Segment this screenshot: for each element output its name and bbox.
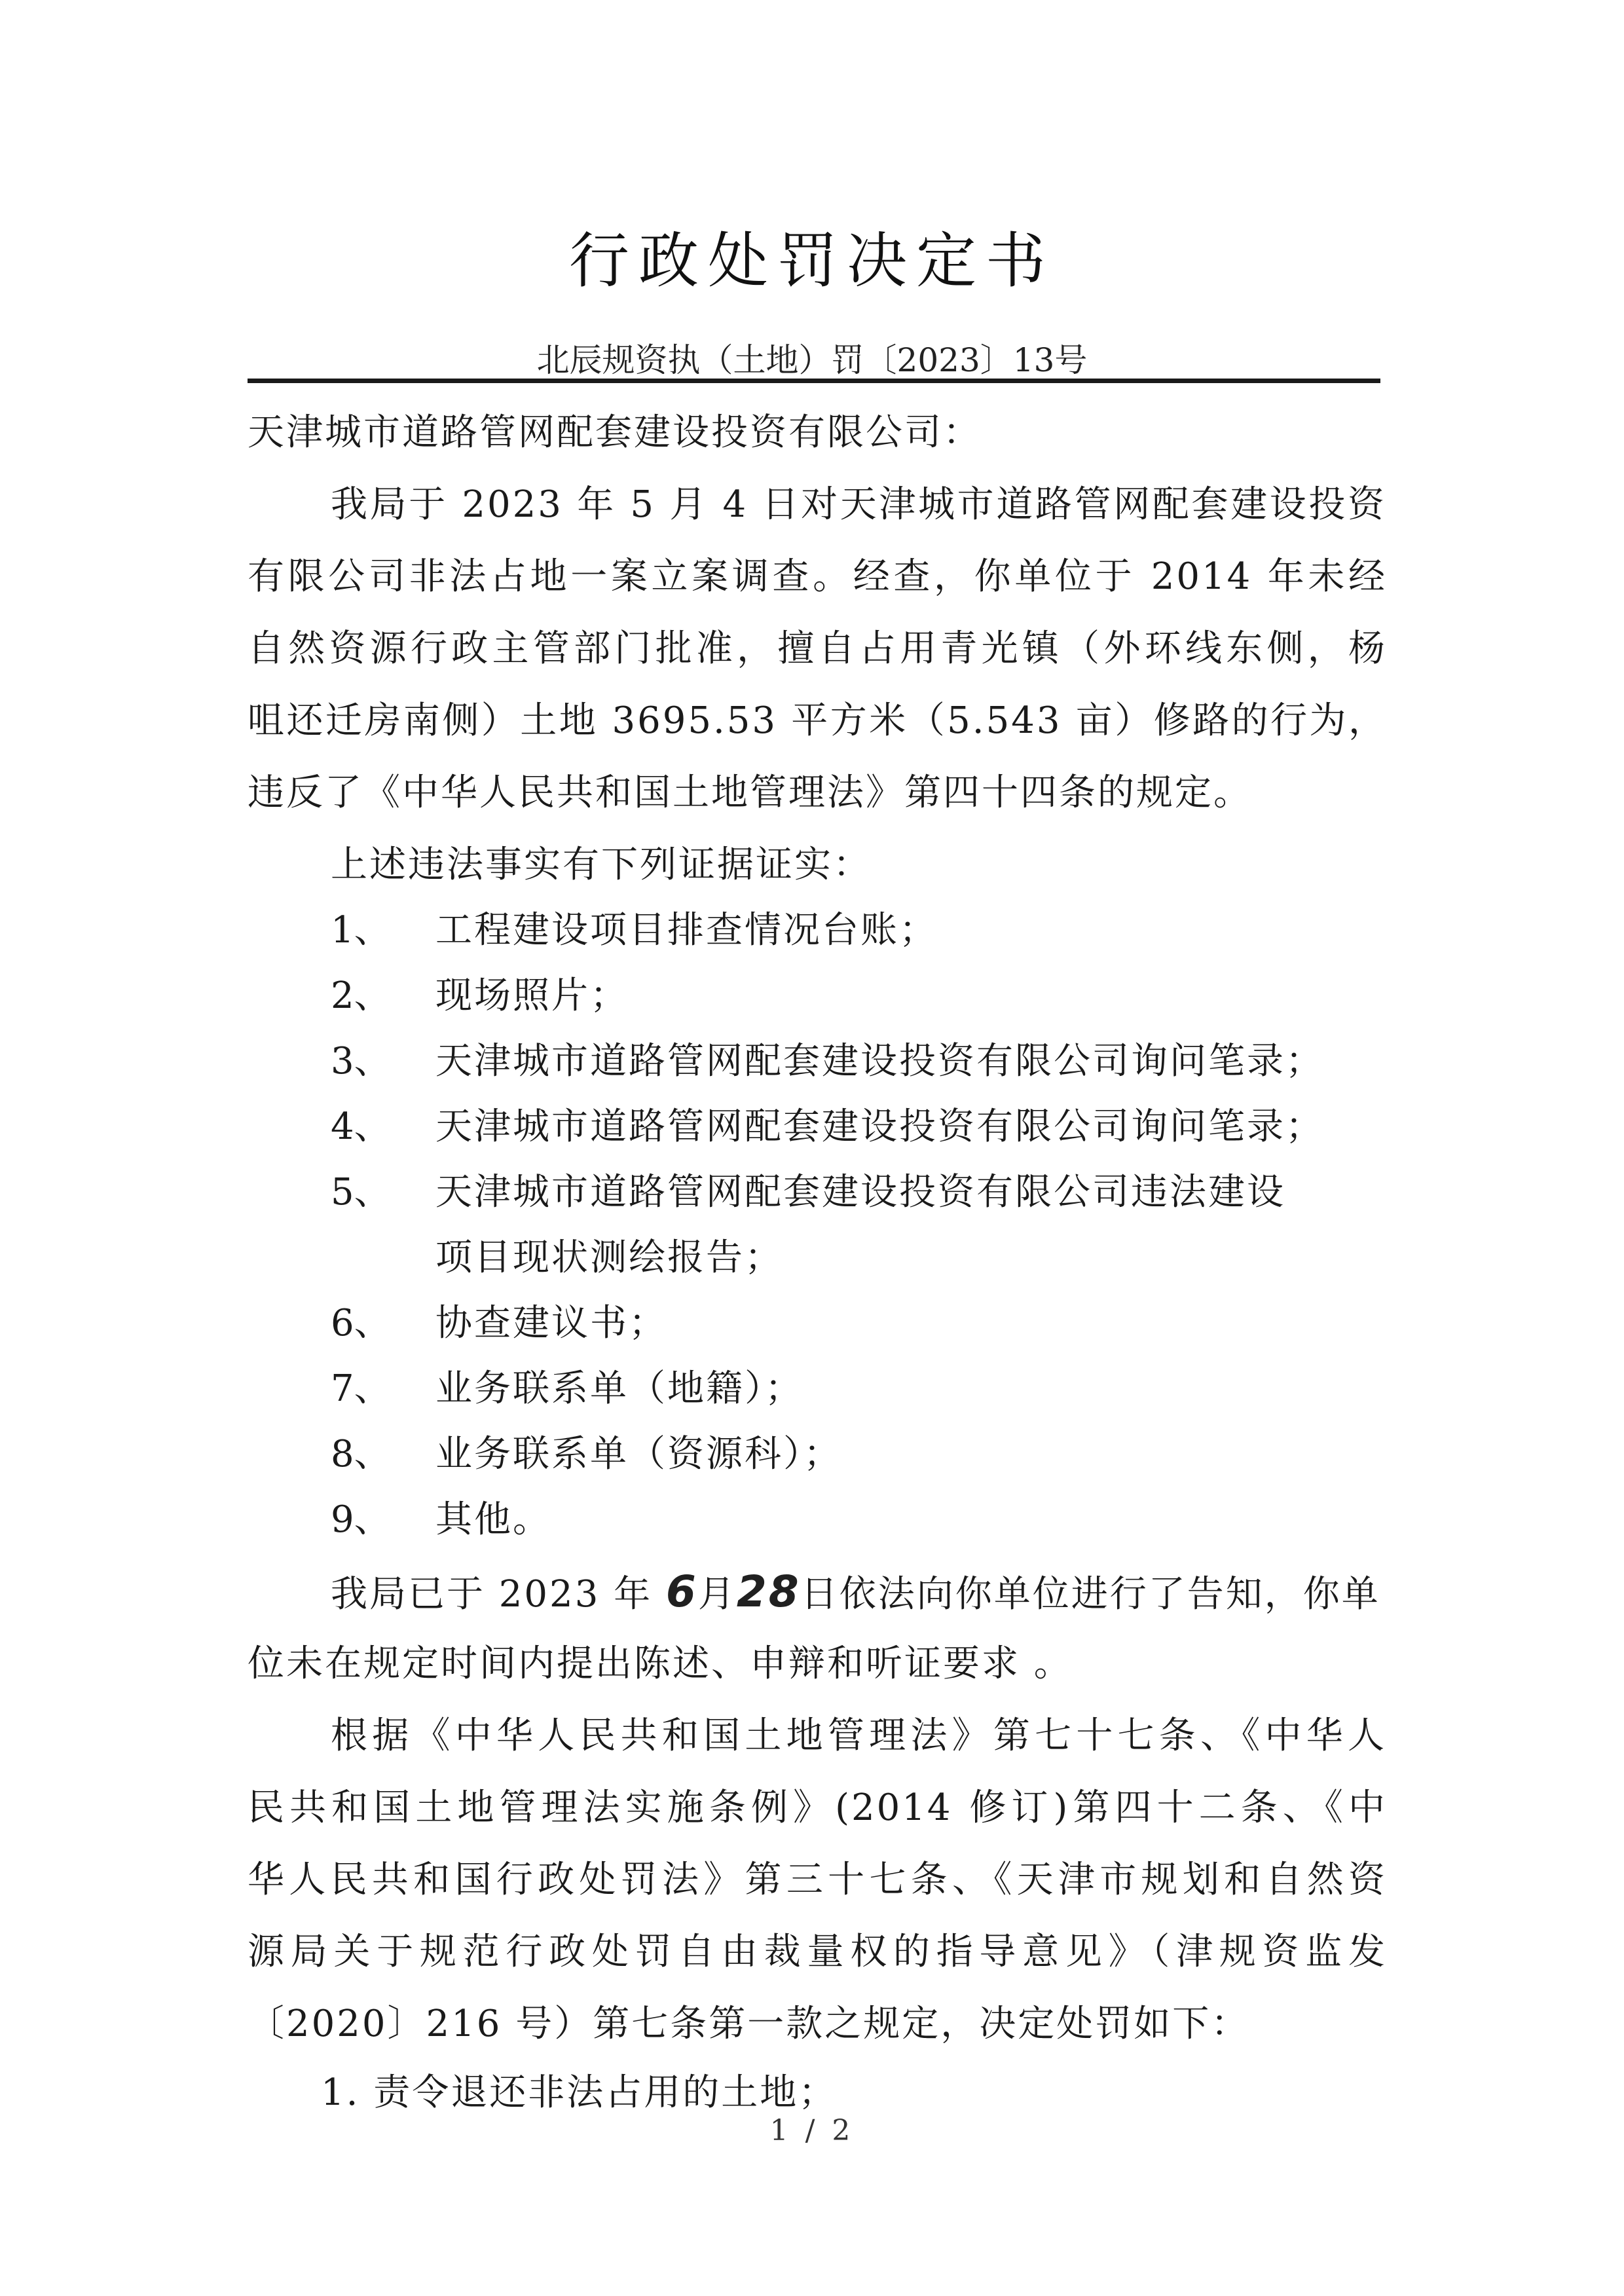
basis-line: 源局关于规范行政处罚自由裁量权的指导意见》（津规资监发 bbox=[248, 1931, 1387, 1973]
document-title: 行政处罚决定书 bbox=[568, 226, 1055, 296]
notice-prefix: 我局已于 2023 年 bbox=[331, 1573, 666, 1616]
page-number: 1 / 2 bbox=[769, 2114, 855, 2147]
evidence-number: 8、 bbox=[331, 1433, 391, 1475]
evidence-number: 4、 bbox=[331, 1105, 391, 1148]
evidence-item: 协查建议书； bbox=[435, 1302, 667, 1344]
paragraph-line: 违反了《中华人民共和国土地管理法》第四十四条的规定。 bbox=[248, 771, 1252, 814]
evidence-number: 3、 bbox=[331, 1040, 391, 1083]
addressee: 天津城市道路管网配套建设投资有限公司： bbox=[248, 411, 982, 454]
evidence-number: 9、 bbox=[331, 1498, 391, 1541]
header-rule bbox=[248, 379, 1380, 383]
evidence-intro: 上述违法事实有下列证据证实： bbox=[331, 843, 872, 886]
evidence-number: 6、 bbox=[331, 1302, 391, 1344]
paragraph-line: 我局于 2023 年 5 月 4 日对天津城市道路管网配套建设投资 bbox=[331, 483, 1386, 526]
evidence-item: 现场照片； bbox=[435, 974, 629, 1017]
handwritten-month: 6 bbox=[665, 1566, 698, 1617]
basis-line: 民共和国土地管理法实施条例》(2014 修订)第四十二条、《中 bbox=[248, 1787, 1387, 1829]
evidence-number: 2、 bbox=[331, 974, 391, 1017]
paragraph-line: 咀还迁房南侧）土地 3695.53 平方米（5.543 亩）修路的行为， bbox=[248, 699, 1387, 742]
evidence-item: 天津城市道路管网配套建设投资有限公司询问笔录； bbox=[435, 1105, 1324, 1148]
penalty-item: 1. 责令退还非法占用的土地； bbox=[321, 2071, 838, 2114]
notice-month-char: 月 bbox=[697, 1573, 737, 1616]
evidence-number: 5、 bbox=[331, 1171, 391, 1213]
document-number: 北辰规资执（土地）罚〔2023〕13号 bbox=[536, 341, 1088, 379]
notice-line-2: 位未在规定时间内提出陈述、申辩和听证要求 。 bbox=[248, 1642, 1073, 1685]
evidence-item: 业务联系单（资源科）； bbox=[435, 1433, 842, 1475]
evidence-item: 其他。 bbox=[435, 1498, 551, 1541]
notice-suffix: 日依法向你单位进行了告知，你单 bbox=[800, 1573, 1380, 1616]
basis-line: 〔2020〕216 号）第七条第一款之规定，决定处罚如下： bbox=[248, 2003, 1250, 2045]
evidence-item: 业务联系单（地籍）； bbox=[435, 1367, 803, 1410]
handwritten-day: 28 bbox=[736, 1566, 801, 1617]
paragraph-line: 有限公司非法占地一案立案调查。经查，你单位于 2014 年未经 bbox=[248, 555, 1387, 598]
basis-line: 根据《中华人民共和国土地管理法》第七十七条、《中华人 bbox=[331, 1714, 1386, 1757]
evidence-item: 天津城市道路管网配套建设投资有限公司询问笔录； bbox=[435, 1040, 1324, 1083]
evidence-number: 1、 bbox=[331, 909, 391, 952]
paragraph-line: 自然资源行政主管部门批准，擅自占用青光镇（外环线东侧，杨 bbox=[248, 627, 1387, 670]
evidence-item: 工程建设项目排查情况台账； bbox=[435, 909, 938, 952]
notice-line bbox=[331, 1568, 1470, 1618]
basis-line: 华人民共和国行政处罚法》第三十七条、《天津市规划和自然资 bbox=[248, 1859, 1387, 1901]
evidence-item-continued: 项目现状测绘报告； bbox=[435, 1236, 783, 1279]
evidence-item: 天津城市道路管网配套建设投资有限公司违法建设 bbox=[435, 1171, 1285, 1213]
evidence-number: 7、 bbox=[331, 1367, 391, 1410]
